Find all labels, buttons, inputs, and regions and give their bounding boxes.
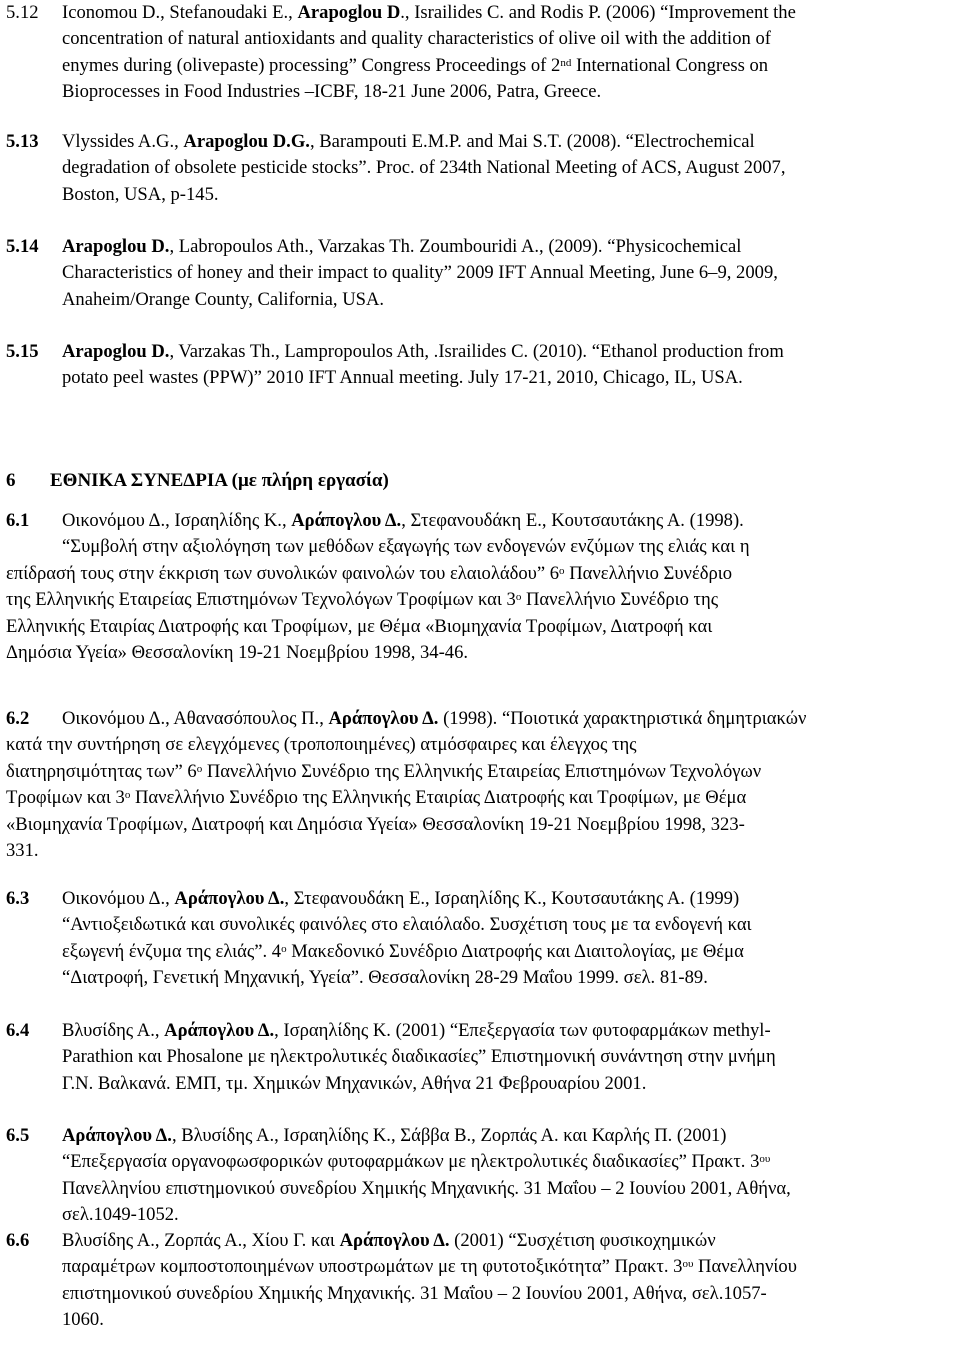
highlighted-author: Αράπογλου Δ. bbox=[164, 1020, 275, 1041]
ref-number: 6.6 bbox=[6, 1230, 30, 1251]
highlighted-author: Αράπογλου Δ. bbox=[62, 1125, 172, 1146]
highlighted-author: Αράπογλου Δ. bbox=[328, 708, 439, 729]
highlighted-author: Arapoglou D bbox=[297, 2, 401, 23]
highlighted-author: Αράπογλου Δ. bbox=[291, 510, 402, 531]
ref-line: της Ελληνικής Εταιρείας Επιστημόνων Τεχνολόγων Τροφίμων και $3^o$ Πανελλήνιο Συνέδριο της bbox=[6, 589, 719, 611]
ref-line: 5.14 Arapoglou D., Labropoulos Ath., Varzakas Th. Zoumbouridi A., (2009). “Physicochemical bbox=[6, 234, 954, 260]
ref-line: «Βιομηχανία Τροφίμων, Διατροφή και Δημόσια Υγεία» Θεσσαλονίκη 19-21 Νοεμβρίου 1998, 323- bbox=[6, 813, 745, 835]
ref-line: Bioprocesses in Food Industries –ICBF, 18-21 June 2006, Patra, Greece. bbox=[62, 81, 602, 103]
ref-line: 5.13 Vlyssides A.G., Arapoglou D.G., Barampouti E.M.P. and Mai S.T. (2008). “Electrochemical bbox=[6, 129, 954, 155]
ref-line: σελ.1049-1052. bbox=[62, 1204, 179, 1226]
ref-line: potato peel wastes (PPW)” 2010 IFT Annual meeting. July 17-21, 2010, Chicago, IL, USA. bbox=[62, 367, 743, 389]
reference-6-5 bbox=[6, 1123, 954, 1229]
ref-number: 6.5 bbox=[6, 1125, 30, 1146]
ref-number: 5.14 bbox=[6, 236, 39, 257]
ref-line: εξωγενή ένζυμα της ελιάς”. $4^o$ Μακεδονικό Συνέδριο Διατροφής και Διαιτολογίας, με Θέμα bbox=[62, 940, 744, 962]
ref-line: Πανελληνίου επιστημονικού συνεδρίου Χημικής Μηχανικής. 31 Μαΐου – 2 Ιουνίου 2001, Αθήνα, bbox=[62, 1177, 791, 1199]
reference-6-2 bbox=[6, 706, 954, 864]
highlighted-author: Αράπογλου Δ. bbox=[339, 1230, 450, 1251]
reference-6-1 bbox=[6, 508, 954, 666]
ref-line: Anaheim/Orange County, California, USA. bbox=[62, 288, 385, 310]
ref-line: 6.1 Οικονόμου Δ., Ισραηλίδης Κ., Αράπογλου Δ., Στεφανουδάκη Ε., Κουτσαυτάκης Α. (1998). bbox=[6, 508, 954, 534]
reference-5-12 bbox=[6, 0, 954, 106]
ref-line: 331. bbox=[6, 840, 39, 862]
ref-number: 6.4 bbox=[6, 1020, 30, 1041]
ref-line: Γ.Ν. Βαλκανά. ΕΜΠ, τμ. Χημικών Μηχανικών, Αθήνα 21 Φεβρουαρίου 2001. bbox=[62, 1072, 647, 1094]
ref-line: 6.4 Βλυσίδης Α., Αράπογλου Δ., Ισραηλίδης Κ. (2001) “Επεξεργασία των φυτοφαρμάκων methyl- bbox=[6, 1018, 954, 1044]
ref-number: 5.15 bbox=[6, 341, 39, 362]
ref-line: 6.6 Βλυσίδης Α., Ζορπάς Α., Χίου Γ. και Αράπογλου Δ. (2001) “Συσχέτιση φυσικοχημικών bbox=[6, 1228, 954, 1254]
highlighted-author: Arapoglou D. bbox=[62, 236, 170, 257]
section-number: 6 bbox=[6, 470, 16, 491]
ref-line: Τροφίμων και $3^o$ Πανελλήνιο Συνέδριο της Ελληνικής Εταιρίας Διατροφής και Τροφίμων, με Θέμα bbox=[6, 787, 747, 809]
highlighted-author: Arapoglou D. bbox=[62, 341, 170, 362]
ref-line: 6.3 Οικονόμου Δ., Αράπογλου Δ., Στεφανουδάκη Ε., Ισραηλίδης Κ., Κουτσαυτάκης Α. (1999) bbox=[6, 886, 954, 912]
highlighted-author: Αράπογλου Δ. bbox=[174, 888, 285, 909]
reference-6-3 bbox=[6, 886, 954, 992]
ref-line: Δημόσια Υγεία» Θεσσαλονίκη 19-21 Νοεμβρίου 1998, 34-46. bbox=[6, 642, 469, 664]
reference-5-14 bbox=[6, 234, 954, 313]
highlighted-author: Arapoglou D.G. bbox=[183, 131, 310, 152]
ref-number: 6.1 bbox=[6, 510, 30, 531]
ref-line: 6.5 Αράπογλου Δ., Βλυσίδης Α., Ισραηλίδης Κ., Σάββα Β., Ζορπάς Α. και Καρλής Π. (2001) bbox=[6, 1123, 954, 1149]
ref-line: 1060. bbox=[62, 1309, 104, 1331]
ref-line: 6.2 Οικονόμου Δ., Αθανασόπουλος Π., Αράπογλου Δ. (1998). “Ποιοτικά χαρακτηριστικά δημητριακών bbox=[6, 706, 954, 732]
ref-number: 5.13 bbox=[6, 131, 39, 152]
ref-line: κατά την συντήρηση σε ελεγχόμενες (τροποποιημένες) ατμόσφαιρες και έλεγχος της bbox=[6, 734, 637, 756]
ref-line: διατηρησιμότητας των” $6^o$ Πανελλήνιο Συνέδριο της Ελληνικής Εταιρείας Επιστημόνων Τεχνολόγων bbox=[6, 760, 762, 782]
ref-line: Boston, USA, p-145. bbox=[62, 183, 219, 205]
ref-line: Ελληνικής Εταιρίας Διατροφής και Τροφίμων, με Θέμα «Βιομηχανία Τροφίμων, Διατροφή και bbox=[6, 615, 713, 637]
ref-line: επιστημονικού συνεδρίου Χημικής Μηχανικής. 31 Μαΐου – 2 Ιουνίου 2001, Αθήνα, σελ.1057- bbox=[62, 1282, 767, 1304]
ref-line: επίδρασή τους στην έκκριση των συνολικών φαινολών του ελαιολάδου” $6^o$ Πανελλήνιο Συνέδριο bbox=[6, 562, 733, 584]
ref-line: Parathion και Phosalone με ηλεκτρολυτικές διαδικασίες” Επιστημονική συνάντηση στην μνήμη bbox=[62, 1046, 776, 1068]
reference-6-4 bbox=[6, 1018, 954, 1097]
reference-6-6 bbox=[6, 1228, 954, 1334]
section-heading bbox=[6, 468, 389, 494]
ref-line: 5.15 Arapoglou D., Varzakas Th., Lampropoulos Ath, .Israilides C. (2010). “Ethanol production from bbox=[6, 339, 954, 365]
ref-line: concentration of natural antioxidants and quality characteristics of olive oil with the addition of bbox=[62, 28, 771, 50]
reference-5-13 bbox=[6, 129, 954, 208]
ref-line: “Αντιοξειδωτικά και συνολικές φαινόλες στο ελαιόλαδο. Συσχέτιση τους με τα ενδογενή και bbox=[62, 914, 752, 936]
ref-number: 5.12 bbox=[6, 2, 39, 23]
reference-5-15 bbox=[6, 339, 954, 392]
section-title: ΕΘΝΙΚΑ ΣΥΝΕΔΡΙΑ (με πλήρη εργασία) bbox=[50, 470, 389, 491]
ref-number: 6.3 bbox=[6, 888, 30, 909]
ref-line: “Συμβολή στην αξιολόγηση των μεθόδων εξαγωγής των ενδογενών ενζύμων της ελιάς και η bbox=[62, 536, 750, 558]
ref-line: enymes during (olivepaste) processing” Congress Proceedings of 2nd International Congress on bbox=[62, 54, 769, 76]
ref-line: “Επεξεργασία οργανοφωσφορικών φυτοφαρμάκων με ηλεκτρολυτικές διαδικασίες” Πρακτ. $3^{o\upsilon}$ bbox=[62, 1151, 771, 1173]
ref-line: παραμέτρων κομποστοποιημένων υποστρωμάτων με τη φυτοτοξικότητα” Πρακτ. $3^{o\upsilon}$ Πανελληνίου bbox=[62, 1256, 797, 1278]
ref-line: “Διατροφή, Γενετική Μηχανική, Υγεία”. Θεσσαλονίκη 28-29 Μαΐου 1999. σελ. 81-89. bbox=[62, 967, 708, 989]
ref-line: degradation of obsolete pesticide stocks”. Proc. of 234th National Meeting of ACS, August 2007, bbox=[62, 157, 786, 179]
ref-number: 6.2 bbox=[6, 708, 30, 729]
ref-line: 5.12 Iconomou D., Stefanoudaki E., Arapoglou D., Israilides C. and Rodis P. (2006) “Improvement the bbox=[6, 0, 954, 26]
ref-line: Characteristics of honey and their impact to quality” 2009 IFT Annual Meeting, June 6–9, 2009, bbox=[62, 262, 778, 284]
